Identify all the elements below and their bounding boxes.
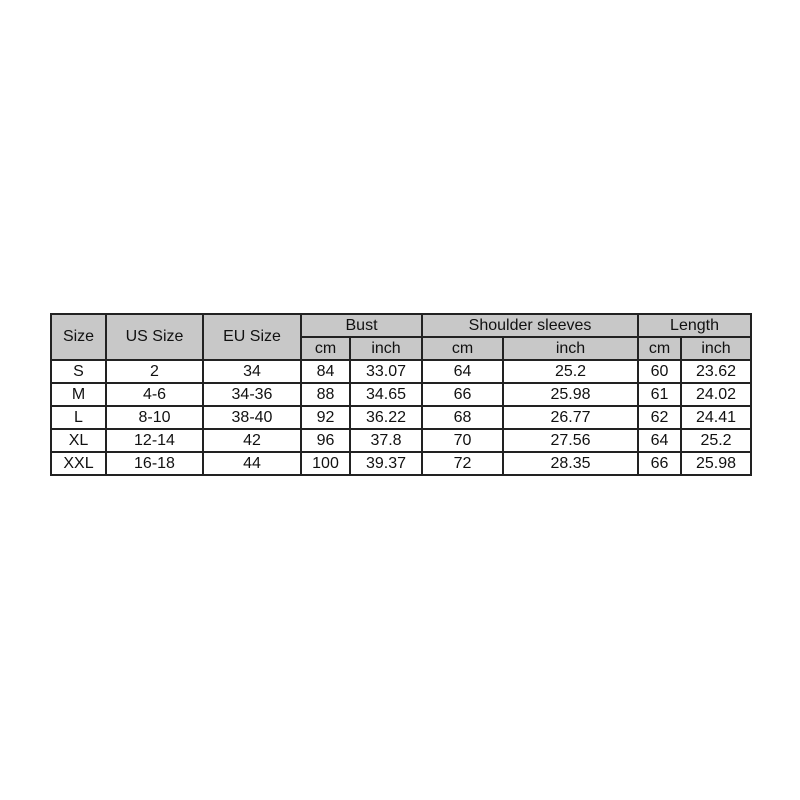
table-cell: 36.22 [350, 406, 422, 429]
table-cell: XL [51, 429, 106, 452]
table-cell: 4-6 [106, 383, 203, 406]
table-cell: 64 [638, 429, 681, 452]
table-row [51, 383, 751, 406]
table-row [51, 429, 751, 452]
table-cell: 26.77 [503, 406, 638, 429]
table-cell: 27.56 [503, 429, 638, 452]
table-row [51, 452, 751, 475]
table-cell: 24.02 [681, 383, 751, 406]
table-cell: 25.2 [681, 429, 751, 452]
subheader-bust-cm: cm [301, 337, 350, 360]
table-cell: 100 [301, 452, 350, 475]
table-cell: L [51, 406, 106, 429]
table-cell: 25.2 [503, 360, 638, 383]
header-bust: Bust [301, 314, 422, 337]
table-cell: 2 [106, 360, 203, 383]
table-cell: 25.98 [681, 452, 751, 475]
table-cell: 44 [203, 452, 301, 475]
table-cell: 12-14 [106, 429, 203, 452]
table-cell: 38-40 [203, 406, 301, 429]
table-cell: 34.65 [350, 383, 422, 406]
table-cell: 60 [638, 360, 681, 383]
table-cell: 23.62 [681, 360, 751, 383]
subheader-length-cm: cm [638, 337, 681, 360]
header-row [51, 314, 751, 337]
table-cell: 70 [422, 429, 503, 452]
table-cell: 96 [301, 429, 350, 452]
table-cell: 66 [638, 452, 681, 475]
subheader-bust-inch: inch [350, 337, 422, 360]
subheader-shoulder-inch: inch [503, 337, 638, 360]
table-cell: 24.41 [681, 406, 751, 429]
table-cell: 84 [301, 360, 350, 383]
table-row [51, 406, 751, 429]
table-cell: 61 [638, 383, 681, 406]
table-cell: 68 [422, 406, 503, 429]
table-cell: 34-36 [203, 383, 301, 406]
table-cell: 42 [203, 429, 301, 452]
table-cell: 16-18 [106, 452, 203, 475]
table-row [51, 360, 751, 383]
table-cell: M [51, 383, 106, 406]
subheader-length-inch: inch [681, 337, 751, 360]
table-cell: 62 [638, 406, 681, 429]
table-cell: 66 [422, 383, 503, 406]
table-body [51, 360, 751, 475]
subheader-shoulder-cm: cm [422, 337, 503, 360]
table-cell: 72 [422, 452, 503, 475]
table-cell: 92 [301, 406, 350, 429]
table-cell: 64 [422, 360, 503, 383]
table-cell: 39.37 [350, 452, 422, 475]
table-header [51, 314, 751, 360]
table-cell: 37.8 [350, 429, 422, 452]
table-cell: 8-10 [106, 406, 203, 429]
header-eu-size: EU Size [203, 314, 301, 360]
table-cell: 28.35 [503, 452, 638, 475]
header-us-size: US Size [106, 314, 203, 360]
table-cell: XXL [51, 452, 106, 475]
table-cell: 25.98 [503, 383, 638, 406]
table-cell: S [51, 360, 106, 383]
header-size: Size [51, 314, 106, 360]
table-cell: 33.07 [350, 360, 422, 383]
size-chart-table [50, 313, 752, 476]
header-shoulder-sleeves: Shoulder sleeves [422, 314, 638, 337]
table-cell: 88 [301, 383, 350, 406]
header-length: Length [638, 314, 751, 337]
table-cell: 34 [203, 360, 301, 383]
